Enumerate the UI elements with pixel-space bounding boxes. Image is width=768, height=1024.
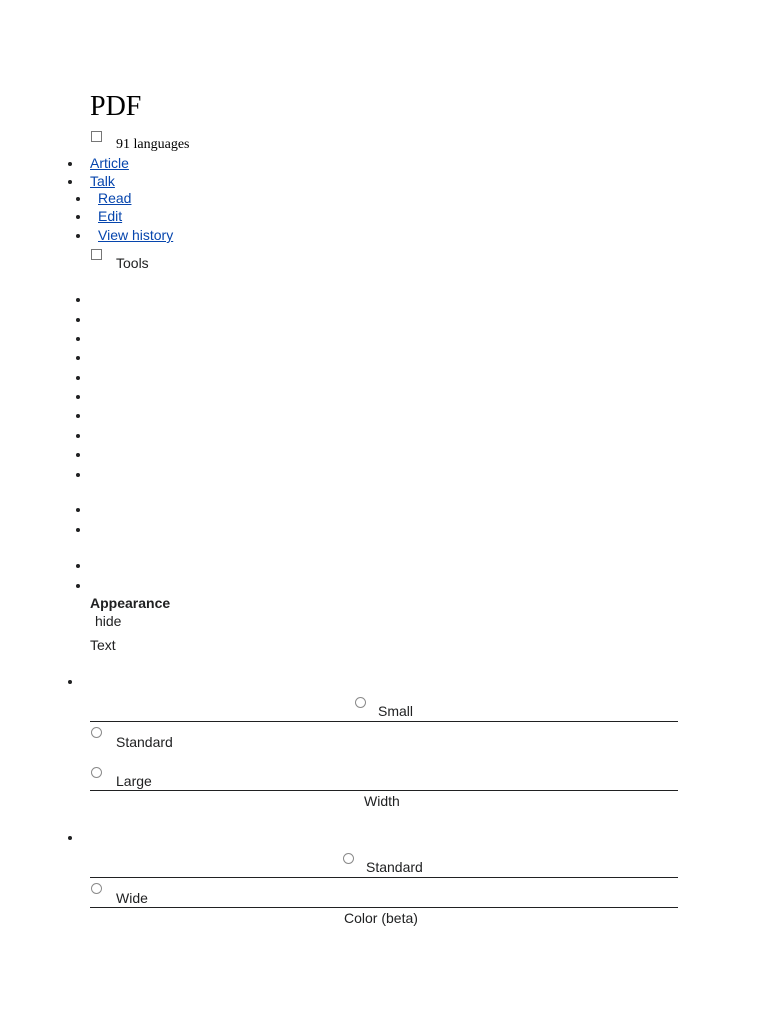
bullet: [76, 234, 80, 238]
bullet: [76, 215, 80, 219]
tools-list-item: [76, 434, 80, 438]
bullet: [68, 162, 72, 166]
text-section-label: Text: [90, 637, 116, 653]
tools-list-item: [76, 453, 80, 457]
tab-edit[interactable]: Edit: [98, 208, 123, 224]
text-size-large-radio[interactable]: [91, 767, 102, 778]
tools-checkbox[interactable]: [91, 249, 102, 260]
text-size-small-label[interactable]: Small: [378, 703, 414, 719]
text-size-standard-label[interactable]: Standard: [116, 734, 173, 750]
tab-talk[interactable]: Talk: [90, 173, 115, 189]
tools-list-item: [76, 414, 80, 418]
tab-read[interactable]: Read: [98, 190, 132, 206]
languages-label[interactable]: 91 languages: [116, 137, 190, 152]
tools-list-item: [76, 337, 80, 341]
width-standard-label[interactable]: Standard: [366, 859, 423, 875]
divider: [90, 877, 678, 878]
width-wide-radio[interactable]: [91, 883, 102, 894]
width-section-label: Width: [364, 793, 400, 809]
languages-checkbox[interactable]: [91, 131, 102, 142]
text-size-standard-radio[interactable]: [91, 727, 102, 738]
divider: [90, 907, 678, 908]
tools-list-item: [76, 508, 80, 512]
tools-list-item: [76, 356, 80, 360]
tools-list-item: [76, 564, 80, 568]
bullet: [68, 836, 72, 840]
page-title: PDF: [90, 91, 142, 122]
bullet: [68, 180, 72, 184]
appearance-heading: Appearance: [90, 595, 171, 611]
tab-view-history[interactable]: View history: [98, 227, 174, 243]
tools-list-item: [76, 473, 80, 477]
tools-list-item: [76, 318, 80, 322]
tools-label[interactable]: Tools: [116, 255, 149, 271]
tools-list-item: [76, 528, 80, 532]
divider: [90, 721, 678, 722]
tools-list-item: [76, 376, 80, 380]
color-section-label: Color (beta): [344, 910, 418, 926]
text-size-large-label[interactable]: Large: [116, 773, 152, 789]
tab-article[interactable]: Article: [90, 155, 129, 171]
bullet: [76, 197, 80, 201]
tools-list-item: [76, 584, 80, 588]
bullet: [68, 680, 72, 684]
text-size-small-radio[interactable]: [355, 697, 366, 708]
tools-list-item: [76, 298, 80, 302]
tools-list-item: [76, 395, 80, 399]
width-standard-radio[interactable]: [343, 853, 354, 864]
divider: [90, 790, 678, 791]
width-wide-label[interactable]: Wide: [116, 890, 148, 906]
appearance-hide-button[interactable]: hide: [95, 613, 122, 629]
